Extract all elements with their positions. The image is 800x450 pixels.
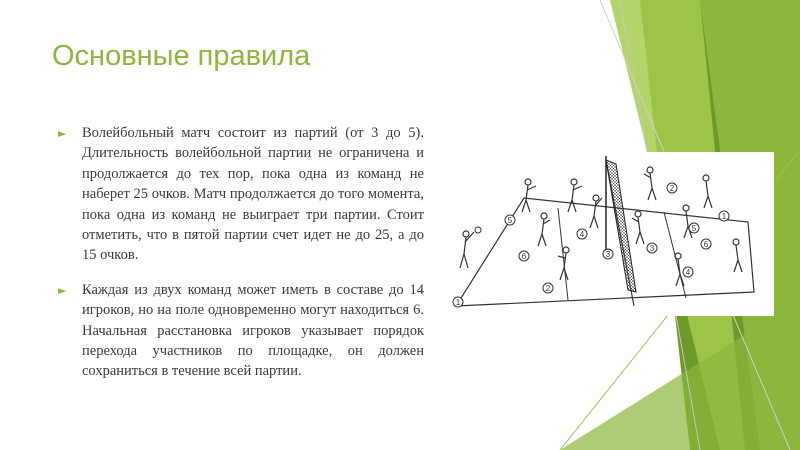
paragraph-2 [58,280,424,382]
triangle-bullet-icon: ► [58,283,67,297]
position-marker [647,243,657,253]
position-number: 6 [521,252,527,261]
position-marker [519,251,529,261]
position-number: 3 [649,244,655,253]
position-marker [543,283,553,293]
position-marker [505,215,515,225]
position-marker [667,183,677,193]
triangle-bullet-icon: ► [58,127,67,140]
position-marker [577,229,587,239]
volleyball-court-illustration [438,152,774,316]
paragraph-1 [58,123,424,266]
position-marker [453,297,463,307]
position-number: 2 [669,184,675,193]
position-number: 6 [703,240,709,249]
position-number: 4 [685,268,691,277]
position-number: 2 [545,284,551,293]
position-number: 4 [579,230,585,239]
position-marker [683,267,693,277]
slide-title: Основные правила [52,40,311,72]
paragraph-2-text: Каждая из двух команд может иметь в составе до 14 игроков, но на поле одновременно могут находиться 6. Начальная расстановка игроков указывает порядок перехода участников по площадке, он должен сохраниться в течение всей партии. [82,281,424,380]
paragraph-1-text: Волейбольный матч состоит из партий (от 3 до 5). Длительность волейбольной партии не ограничена и продолжается до тех пор, пока одна из команд не наберет 25 очков. Матч продолжается до того момента, пока одна из команд не выиграет три партии. Стоит отметить, что в пятой партии счет идет не до 25, а до 15 очков. [82,125,424,264]
position-number: 1 [721,212,727,221]
position-marker [719,211,729,221]
position-number: 3 [605,250,611,259]
position-number: 1 [455,298,461,307]
position-marker [689,223,699,233]
slide-body [58,123,424,396]
position-number: 5 [691,224,697,233]
position-marker [701,239,711,249]
position-marker [603,249,613,259]
position-number: 5 [507,216,513,225]
